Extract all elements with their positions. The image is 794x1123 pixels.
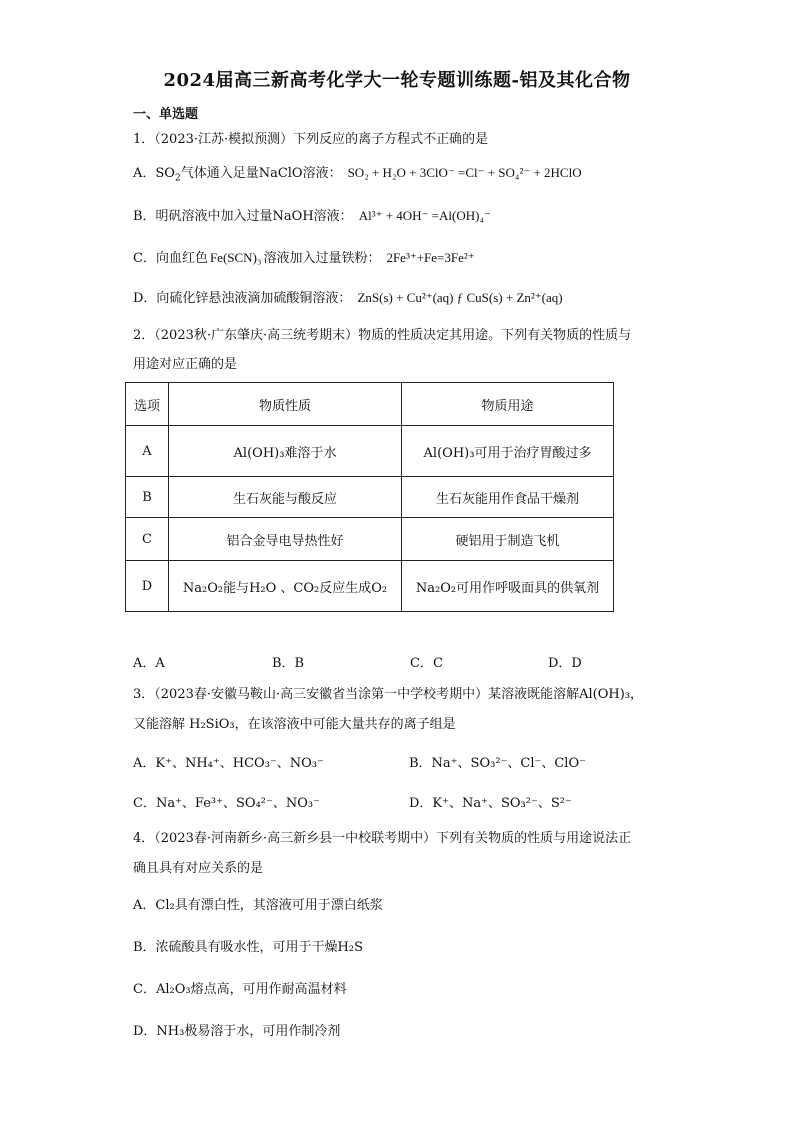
q2-stem-line2: 用途对应正确的是 <box>133 357 238 372</box>
q1-b-equation: Al³⁺ + 4OH⁻ =Al(OH)₄⁻ <box>358 208 491 223</box>
table-row <box>126 518 614 561</box>
q2-stem-line1: 2．（2023秋·广东肇庆·高三统考期末）物质的性质决定其用途。下列有关物质的性质与 <box>133 328 632 343</box>
table-cell: Al(OH)₃难溶于水 <box>169 426 402 477</box>
q2-option-a: A．A <box>133 656 165 671</box>
table-row <box>126 561 614 612</box>
table-cell: 铝合金导电导热性好 <box>169 518 402 561</box>
table-header-option: 选项 <box>126 383 169 426</box>
table-header-property: 物质性质 <box>169 383 402 426</box>
table-cell: D <box>126 561 169 612</box>
q2-option-c: C．C <box>410 656 443 671</box>
q4-option-a: A．Cl₂具有漂白性，其溶液可用于漂白纸浆 <box>133 898 383 913</box>
table-cell: Na₂O₂可用作呼吸面具的供氧剂 <box>402 561 614 612</box>
q3-option-a: A．K⁺、NH₄⁺、HCO₃⁻、NO₃⁻ <box>133 756 324 771</box>
q3-option-d: D．K⁺、Na⁺、SO₃²⁻、S²⁻ <box>409 796 572 811</box>
q1-c-formula: Fe(SCN)₃ <box>209 250 262 265</box>
table-cell: 生石灰能与酸反应 <box>169 477 402 518</box>
q1-c-equation: 2Fe³⁺+Fe=3Fe²⁺ <box>386 250 475 265</box>
table-cell: A <box>126 426 169 477</box>
q3-option-b: B．Na⁺、SO₃²⁻、Cl⁻、ClO⁻ <box>409 756 586 771</box>
table-cell: 生石灰能用作食品干燥剂 <box>402 477 614 518</box>
section-heading: 一、单选题 <box>133 107 199 122</box>
q4-stem-line1: 4．（2023春·河南新乡·高三新乡县一中校联考期中）下列有关物质的性质与用途说法正 <box>133 831 632 846</box>
q3-stem-line2: 又能溶解 H₂SiO₃，在该溶液中可能大量共存的离子组是 <box>133 717 456 732</box>
q1-option-d <box>133 289 563 308</box>
table-cell: Na₂O₂能与H₂O 、CO₂反应生成O₂ <box>169 561 402 612</box>
q2-option-b: B．B <box>272 656 305 671</box>
q1-b-label: B．明矾溶液中加入过量NaOH溶液： <box>133 209 353 224</box>
table-row <box>126 426 614 477</box>
q1-option-b <box>133 207 491 226</box>
table-row <box>126 477 614 518</box>
q1-stem: 1．（2023·江苏·模拟预测）下列反应的离子方程式不正确的是 <box>133 132 489 147</box>
q4-option-c: C．Al₂O₃熔点高，可用作耐高温材料 <box>133 982 347 997</box>
q1-a-label: A．SO <box>133 166 175 181</box>
table-cell: Al(OH)₃可用于治疗胃酸过多 <box>402 426 614 477</box>
document-title: 2024届高三新高考化学大一轮专题训练题-铝及其化合物 <box>163 70 631 91</box>
q2-table <box>125 382 614 612</box>
table-header-use: 物质用途 <box>402 383 614 426</box>
q4-option-b: B．浓硫酸具有吸水性，可用于干燥H₂S <box>133 940 364 955</box>
q3-stem-line1: 3．（2023春·安徽马鞍山·高三安徽省当涂第一中学校考期中）某溶液既能溶解Al(OH)₃， <box>133 687 644 702</box>
q2-option-d: D．D <box>548 656 582 671</box>
q1-option-c <box>133 249 475 268</box>
q1-option-a: A．$SO_2$气体通入足量NaClO溶液： SO₂ + H₂O + 3ClO⁻ =Cl⁻ + SO₄²⁻ + 2HClO <box>133 165 582 184</box>
q1-d-label: D．向硫化锌悬浊液滴加硫酸铜溶液： <box>133 291 352 306</box>
table-cell: B <box>126 477 169 518</box>
q1-a-label2: 气体通入足量NaClO溶液： <box>180 166 342 181</box>
q4-stem-line2: 确且具有对应关系的是 <box>133 861 264 876</box>
table-cell: C <box>126 518 169 561</box>
q4-option-d: D．NH₃极易溶于水，可用作制冷剂 <box>133 1024 341 1039</box>
q1-a-equation: SO₂ + H₂O + 3ClO⁻ =Cl⁻ + SO₄²⁻ + 2HClO <box>347 165 582 180</box>
table-cell: 硬铝用于制造飞机 <box>402 518 614 561</box>
q1-c-label2: 溶液加入过量铁粉： <box>263 251 381 266</box>
q1-d-equation: ZnS(s) + Cu²⁺(aq) ƒ CuS(s) + Zn²⁺(aq) <box>357 290 563 305</box>
q3-option-c: C．Na⁺、Fe³⁺、SO₄²⁻、NO₃⁻ <box>133 796 320 811</box>
q1-c-label: C．向血红色 <box>133 251 208 266</box>
